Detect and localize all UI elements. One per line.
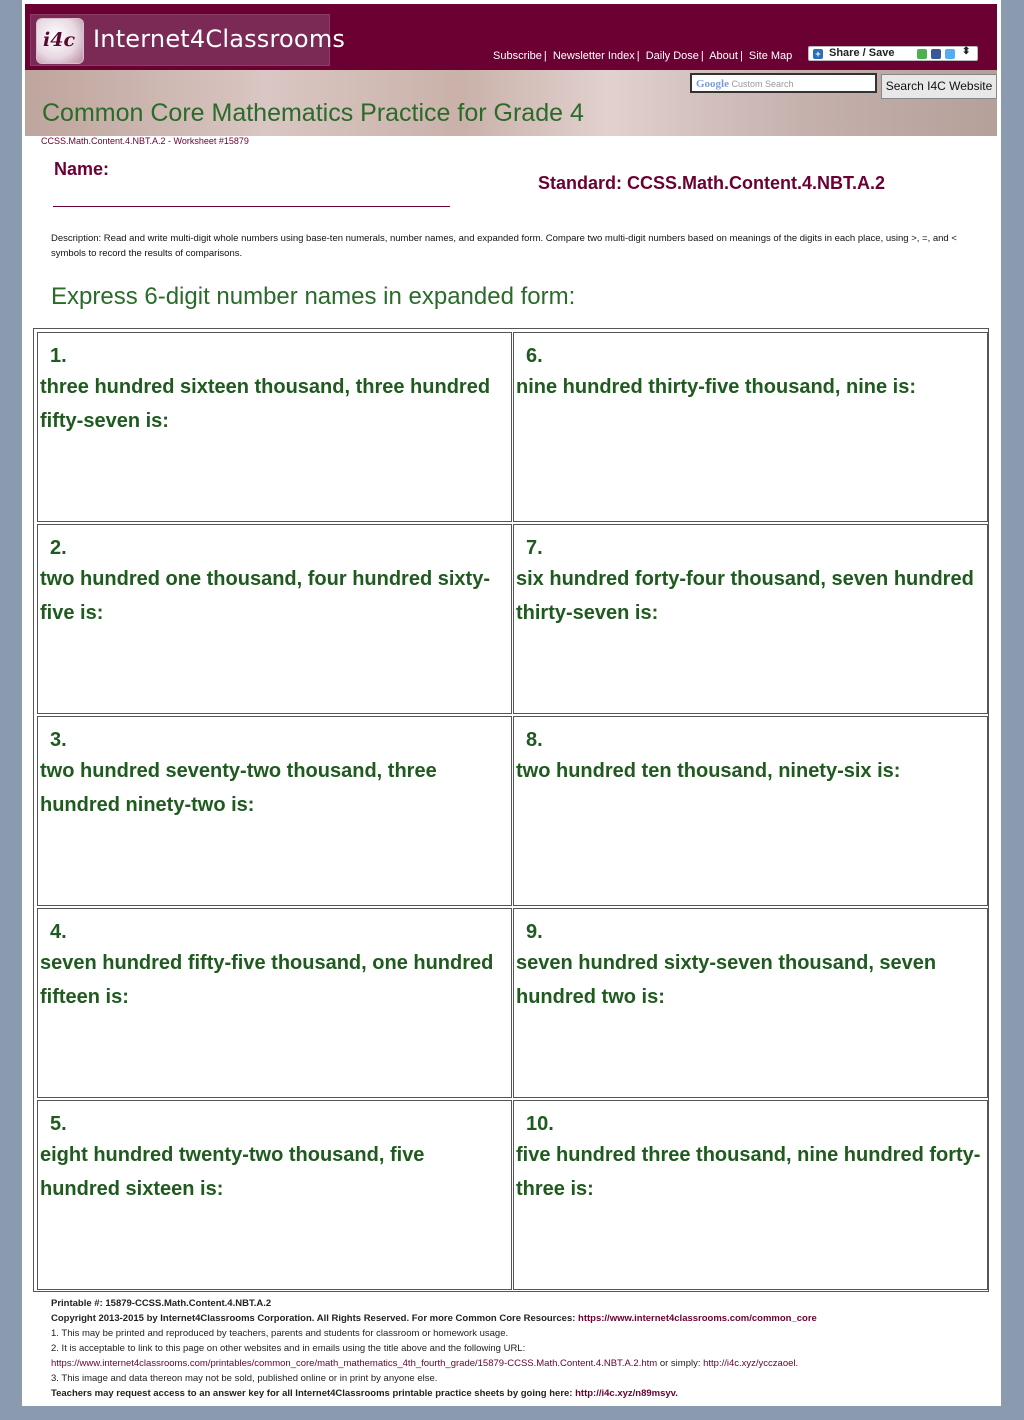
question-cell-7 — [513, 524, 988, 714]
question-cell-6 — [513, 332, 988, 522]
nav-newsletter-index[interactable]: Newsletter Index — [552, 50, 635, 62]
nav-site-map[interactable]: Site Map — [748, 50, 793, 62]
site-name: Internet4Classrooms — [93, 25, 346, 53]
nav-separator: | — [700, 50, 704, 62]
name-label: Name: — [54, 159, 110, 179]
question-text: three hundred sixteen thousand, three hundred fifty-seven is: — [40, 376, 491, 432]
standard-label: Standard: CCSS.Math.Content.4.NBT.A.2 — [538, 173, 886, 193]
worksheet-page — [22, 0, 1001, 1406]
usage-note-3: 3. This image and data thereon may not be sold, published online or in print by anyone else. — [51, 1373, 438, 1384]
usage-note-1: 1. This may be printed and reproduced by teachers, parents and students for classroom or homework usage. — [51, 1328, 509, 1339]
site-logo[interactable] — [30, 14, 346, 66]
question-text: six hundred forty-four thousand, seven hundred thirty-seven is: — [516, 568, 974, 624]
questions-grid — [33, 328, 989, 1292]
share-plus-icon: + — [813, 49, 823, 59]
share-label: Share / Save — [829, 47, 895, 59]
question-number: 4. — [50, 921, 67, 943]
question-number: 6. — [526, 345, 543, 367]
question-text: eight hundred twenty-two thousand, five hundred sixteen is: — [40, 1144, 425, 1200]
twitter-icon — [945, 49, 955, 59]
nav-separator: | — [636, 50, 640, 62]
site-header — [25, 4, 997, 136]
custom-search-input[interactable] — [690, 73, 877, 93]
worksheet-instructions: Express 6-digit number names in expanded form: — [51, 283, 576, 310]
usage-note-2: 2. It is acceptable to link to this page on other websites and in emails using the title above and the following URL: — [51, 1343, 526, 1354]
search-placeholder: Custom Search — [731, 79, 794, 89]
standard-description: Description: Read and write multi-digit whole numbers using base-ten numerals, number names, and expanded form. Compare two multi-digit numbers based on meanings of the digits in each place, using >, =, and < symbols to record the results of comparisons. — [51, 233, 957, 259]
question-text: seven hundred sixty-seven thousand, seven hundred two is: — [516, 952, 937, 1008]
top-navigation — [493, 50, 792, 62]
question-cell-2 — [37, 524, 512, 714]
question-number: 1. — [50, 345, 67, 367]
name-write-line — [53, 206, 450, 207]
usage-note-2-urls: https://www.internet4classrooms.com/printables/common_core/math_mathematics_4th_fourth_grade/15879-CCSS.Math.Content.4.NBT.A.2.htm or simply: http://i4c.xyz/ycczaoel. — [51, 1358, 799, 1369]
question-number: 10. — [526, 1113, 554, 1135]
question-cell-3 — [37, 716, 512, 906]
question-cell-8 — [513, 716, 988, 906]
nav-daily-dose[interactable]: Daily Dose — [645, 50, 699, 62]
question-number: 9. — [526, 921, 543, 943]
share-save-button[interactable] — [808, 46, 978, 61]
question-text: two hundred ten thousand, ninety-six is: — [516, 760, 901, 782]
common-core-link[interactable]: https://www.internet4classrooms.com/common_core — [578, 1313, 817, 1324]
printable-id: Printable #: 15879-CCSS.Math.Content.4.NBT.A.2 — [51, 1298, 272, 1309]
answer-key-link[interactable]: http://i4c.xyz/n89msyv — [575, 1388, 676, 1399]
google-search-logo: Google — [696, 78, 729, 90]
copyright-line — [51, 1311, 991, 1326]
worksheet-url-link[interactable]: https://www.internet4classrooms.com/printables/common_core/math_mathematics_4th_fourth_grade/15879-CCSS.Math.Content.4.NBT.A.2.htm — [51, 1358, 658, 1369]
answer-key-text: Teachers may request access to an answer key for all Internet4Classrooms printable practice sheets by going here: — [51, 1388, 573, 1399]
i4c-logo-icon — [36, 18, 84, 64]
question-number: 3. — [50, 729, 67, 751]
worksheet-breadcrumb[interactable]: CCSS.Math.Content.4.NBT.A.2 - Worksheet #15879 — [41, 136, 249, 146]
share-email-icon — [917, 49, 927, 59]
question-number: 2. — [50, 537, 67, 559]
question-cell-9 — [513, 908, 988, 1098]
worksheet-footer — [51, 1296, 991, 1401]
question-text: two hundred seventy-two thousand, three hundred ninety-two is: — [40, 760, 437, 816]
question-cell-5 — [37, 1100, 512, 1290]
copyright-text: Copyright 2013-2015 by Internet4Classrooms Corporation. All Rights Reserved. For more Common Core Resources: — [51, 1313, 576, 1324]
question-text: five hundred three thousand, nine hundred forty-three is: — [516, 1144, 981, 1200]
nav-subscribe[interactable]: Subscribe — [493, 50, 542, 62]
or-simply-text: or simply: — [659, 1358, 701, 1369]
question-cell-1 — [37, 332, 512, 522]
question-number: 7. — [526, 537, 543, 559]
question-cell-10 — [513, 1100, 988, 1290]
question-text: seven hundred fifty-five thousand, one hundred fifteen is: — [40, 952, 494, 1008]
page-title: Common Core Mathematics Practice for Grade 4 — [42, 99, 584, 127]
question-cell-4 — [37, 908, 512, 1098]
question-text: nine hundred thirty-five thousand, nine is: — [516, 376, 917, 398]
question-text: two hundred one thousand, four hundred sixty-five is: — [40, 568, 490, 624]
nav-separator: | — [543, 50, 547, 62]
question-number: 8. — [526, 729, 543, 751]
nav-separator: | — [739, 50, 743, 62]
facebook-icon — [931, 49, 941, 59]
share-dropdown-icon: ⬍ — [962, 46, 971, 57]
logo-mark-text: i4c — [43, 29, 76, 51]
answer-key-line: Teachers may request access to an answer key for all Internet4Classrooms printable practice sheets by going here: http://i4c.xyz/n89msyv. — [51, 1388, 678, 1399]
short-url-link[interactable]: http://i4c.xyz/ycczaoel — [703, 1358, 796, 1369]
question-number: 5. — [50, 1113, 67, 1135]
search-site-button[interactable]: Search I4C Website — [881, 74, 997, 99]
nav-about[interactable]: About — [709, 50, 738, 62]
